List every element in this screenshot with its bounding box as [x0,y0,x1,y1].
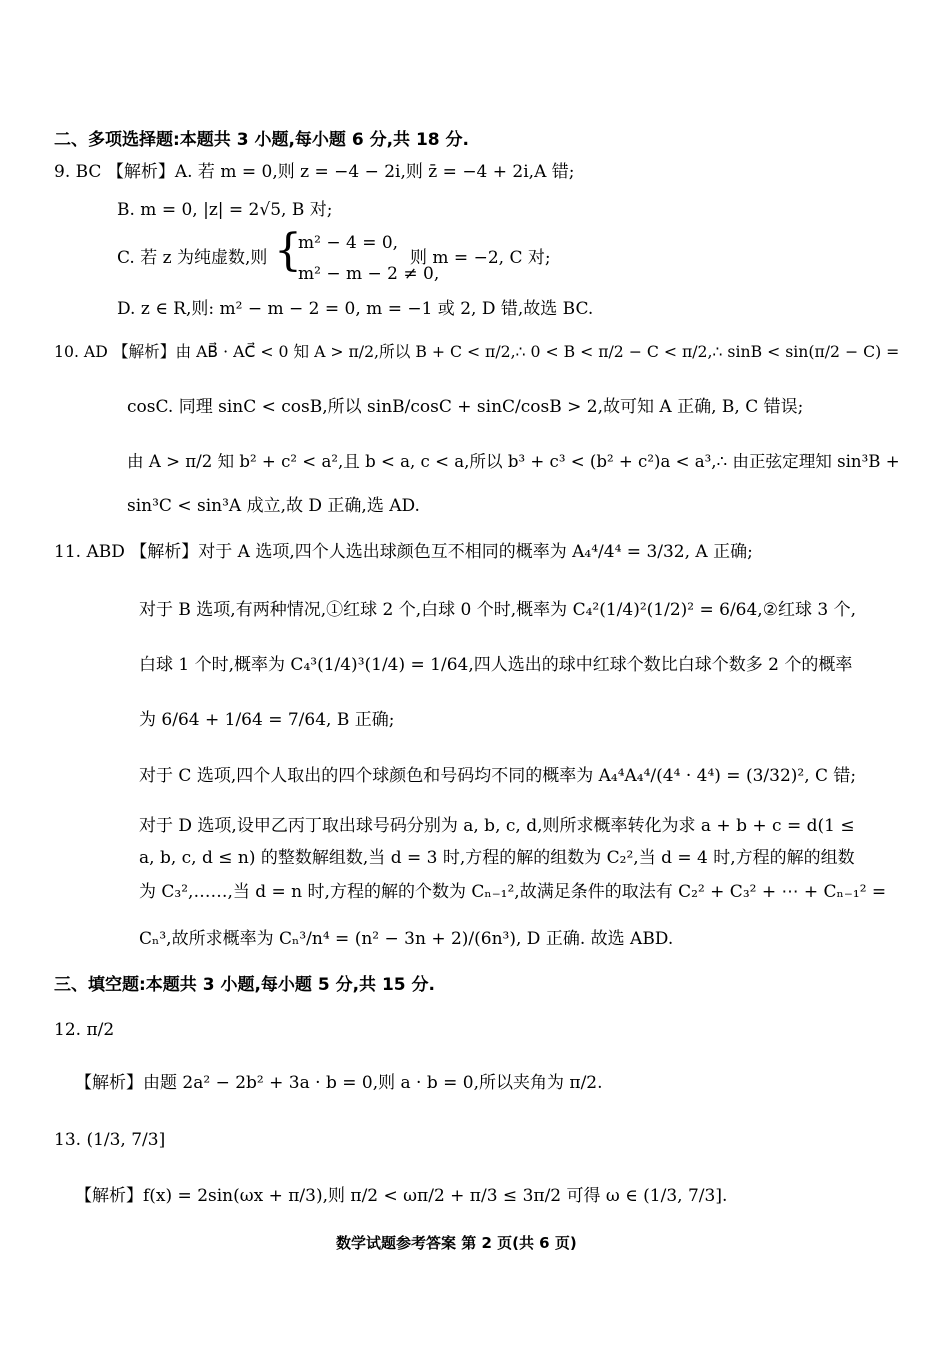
q11-line9: Cₙ³,故所求概率为 Cₙ³/n⁴ = (n² − 3n + 2)/(6n³), D 正确. 故选 ABD. [139,929,674,949]
q10-line3: 由 A > π/2 知 b² + c² < a²,且 b < a, c < a,所以 b³ + c³ < (b² + c²)a < a³,∴ 由正弦定理知 sin³B + [127,452,900,471]
q9-system-eq1: m² − 4 = 0, [298,233,399,253]
q11-line6: 对于 D 选项,设甲乙丙丁取出球号码分别为 a, b, c, d,则所求概率转化为求 a + b + c = d(1 ≤ [139,816,855,836]
q9-line3b: 则 m = −2, C 对; [410,248,551,268]
q9-line2: B. m = 0, |z| = 2√5, B 对; [117,200,333,220]
system-brace: { [274,225,302,276]
q10-line2: cosC. 同理 sinC < cosB,所以 sinB/cosC + sinC/cosB > 2,故可知 A 正确, B, C 错误; [127,397,804,417]
q11-line2: 对于 B 选项,有两种情况,①红球 2 个,白球 0 个时,概率为 C₄²(1/4)²(1/2)² = 6/64,②红球 3 个, [139,600,856,620]
q10-line4: sin³C < sin³A 成立,故 D 正确,选 AD. [127,496,420,516]
q11-line4: 为 6/64 + 1/64 = 7/64, B 正确; [139,710,395,730]
q9-line3a: C. 若 z 为纯虚数,则 [117,248,268,268]
q12-answer: 12. π/2 [54,1020,115,1040]
q11-line8: 为 C₃²,……,当 d = n 时,方程的解的个数为 Cₙ₋₁²,故满足条件的取法有 C₂² + C₃² + ⋯ + Cₙ₋₁² = [139,882,887,902]
q13-explanation: 【解析】f(x) = 2sin(ωx + π/3),则 π/2 < ωπ/2 + π/3 ≤ 3π/2 可得 ω ∈ (1/3, 7/3]. [75,1186,728,1206]
page-footer: 数学试题参考答案 第 2 页(共 6 页) [336,1234,577,1252]
q9-line1: 9. BC 【解析】A. 若 m = 0,则 z = −4 − 2i,则 z̄ = −4 + 2i,A 错; [54,162,575,182]
q9-line4: D. z ∈ R,则: m² − m − 2 = 0, m = −1 或 2, D 错,故选 BC. [117,299,594,319]
q11-line5: 对于 C 选项,四个人取出的四个球颜色和号码均不同的概率为 A₄⁴A₄⁴/(4⁴ · 4⁴) = (3/32)², C 错; [139,766,857,786]
q11-line7: a, b, c, d ≤ n) 的整数解组数,当 d = 3 时,方程的解的组数为 C₂²,当 d = 4 时,方程的解的组数 [139,848,855,868]
q13-answer: 13. (1/3, 7/3] [54,1130,166,1150]
q10-line1: 10. AD 【解析】由 AB⃗ · AC⃗ < 0 知 A > π/2,所以 B + C < π/2,∴ 0 < B < π/2 − C < π/2,∴ sinB < sin(π/2 − C) = [54,342,900,361]
q9-system-eq2: m² − m − 2 ≠ 0, [298,264,440,284]
section3-header: 三、填空题:本题共 3 小题,每小题 5 分,共 15 分. [54,975,435,995]
q12-explanation: 【解析】由题 2a² − 2b² + 3a · b = 0,则 a · b = 0,所以夹角为 π/2. [75,1073,603,1093]
section2-header: 二、多项选择题:本题共 3 小题,每小题 6 分,共 18 分. [54,130,469,150]
q11-line1: 11. ABD 【解析】对于 A 选项,四个人选出球颜色互不相同的概率为 A₄⁴/4⁴ = 3/32, A 正确; [54,542,753,562]
q11-line3: 白球 1 个时,概率为 C₄³(1/4)³(1/4) = 1/64,四人选出的球中红球个数比白球个数多 2 个的概率 [139,655,853,675]
